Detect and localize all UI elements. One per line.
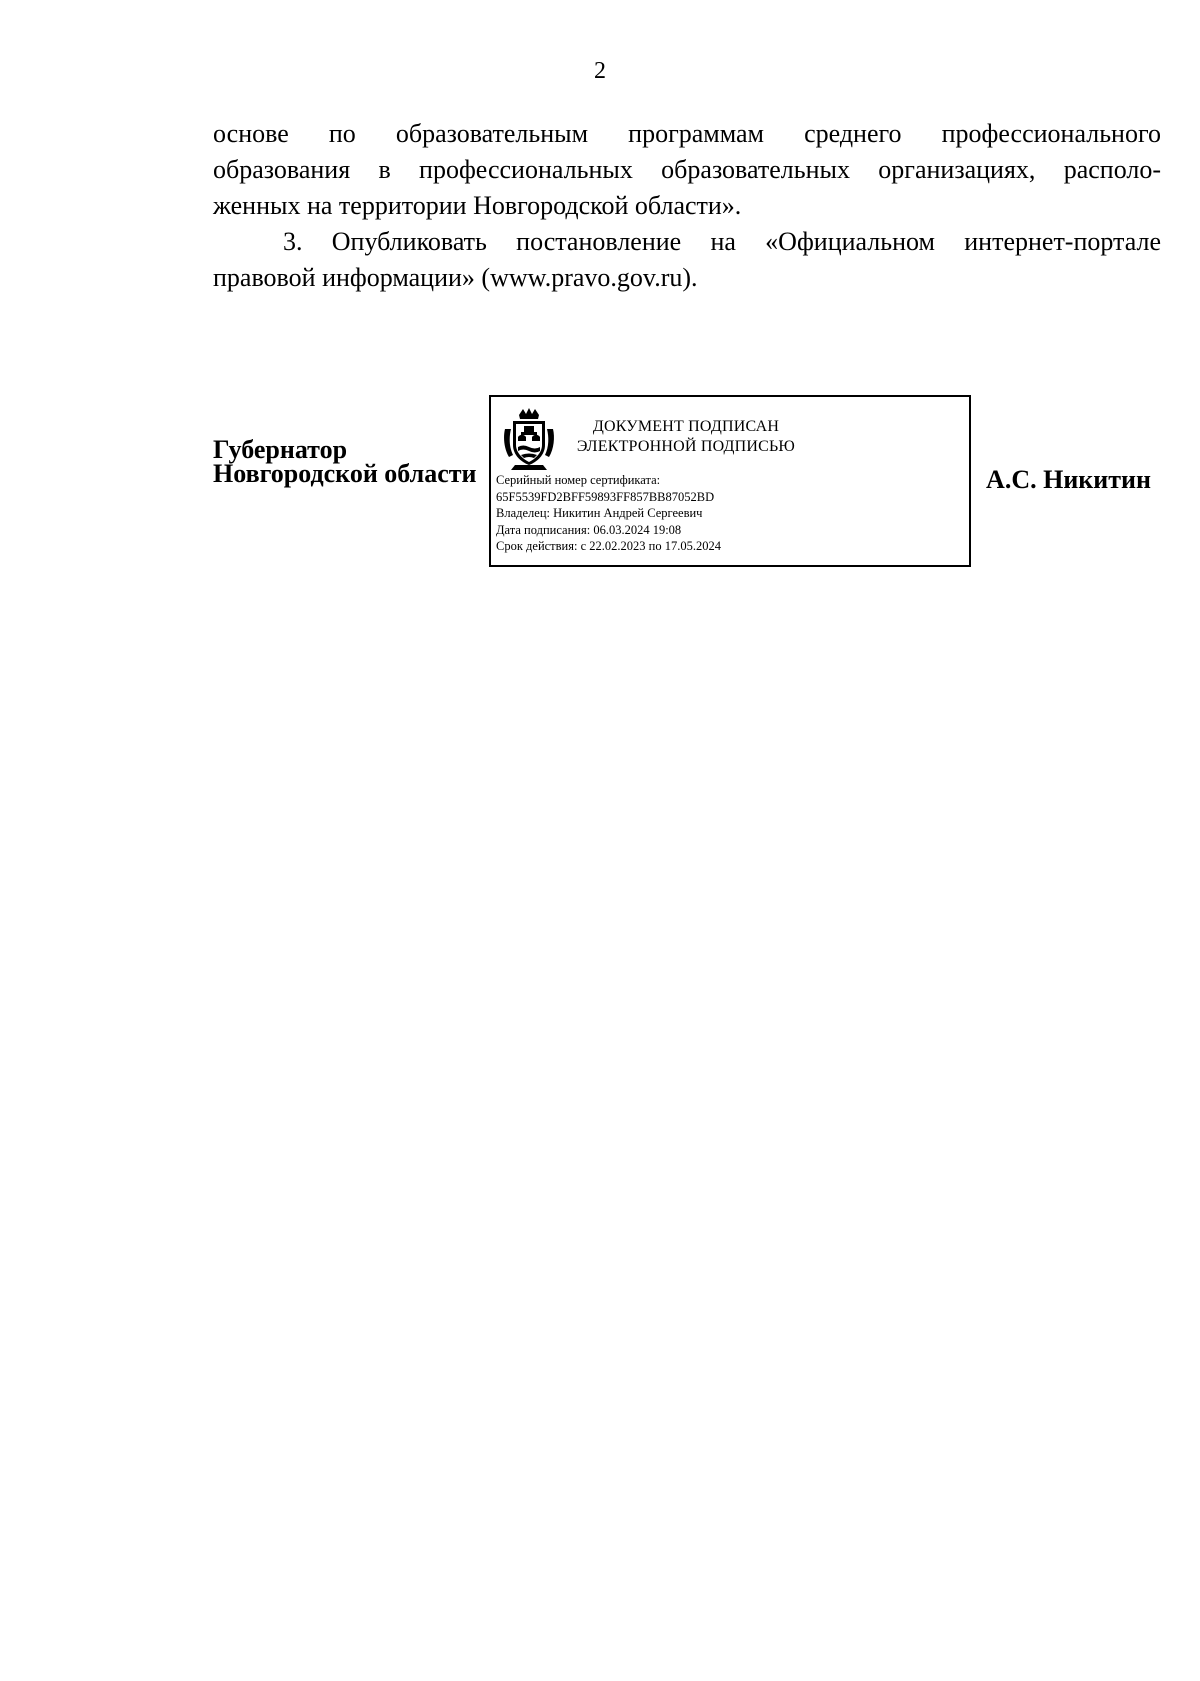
signer-position-line: Новгородской области <box>213 459 477 488</box>
stamp-heading-line: ЭЛЕКТРОННОЙ ПОДПИСЬЮ <box>576 438 796 455</box>
paragraph-continuation <box>213 116 1161 224</box>
text-line: правовой информации» (www.pravo.gov.ru). <box>213 263 698 292</box>
certificate-owner: Владелец: Никитин Андрей Сергеевич <box>496 506 703 520</box>
signing-date: Дата подписания: 06.03.2024 19:08 <box>496 522 682 537</box>
paragraph-item-3 <box>213 224 1161 296</box>
stamp-details <box>496 472 721 555</box>
signature-block <box>213 395 1161 575</box>
signer-position-line: Губернатор <box>213 435 348 464</box>
certificate-label: Серийный номер сертификата: <box>496 473 661 487</box>
text-line: женных на территории Новгородской области». <box>213 191 742 220</box>
document-body <box>213 116 1161 296</box>
text-line: основе по образовательным программам среднего профессионального <box>213 119 1161 148</box>
stamp-heading <box>571 417 801 457</box>
novgorod-coat-of-arms-icon <box>501 407 557 471</box>
certificate-serial: 65F5539FD2BFF59893FF857BB87052BD <box>496 489 715 504</box>
stamp-heading-line: ДОКУМЕНТ ПОДПИСАН <box>592 418 780 435</box>
signer-name: А.С. Никитин <box>986 465 1151 494</box>
text-line: 3. Опубликовать постановление на «Официальном интернет-портале <box>283 227 1161 256</box>
certificate-validity: Срок действия: с 22.02.2023 по 17.05.2024 <box>496 539 721 553</box>
text-line: образования в профессиональных образовательных организациях, располо- <box>213 155 1161 184</box>
electronic-signature-stamp <box>489 395 971 567</box>
page-number: 2 <box>594 58 606 84</box>
signer-position <box>213 435 477 488</box>
